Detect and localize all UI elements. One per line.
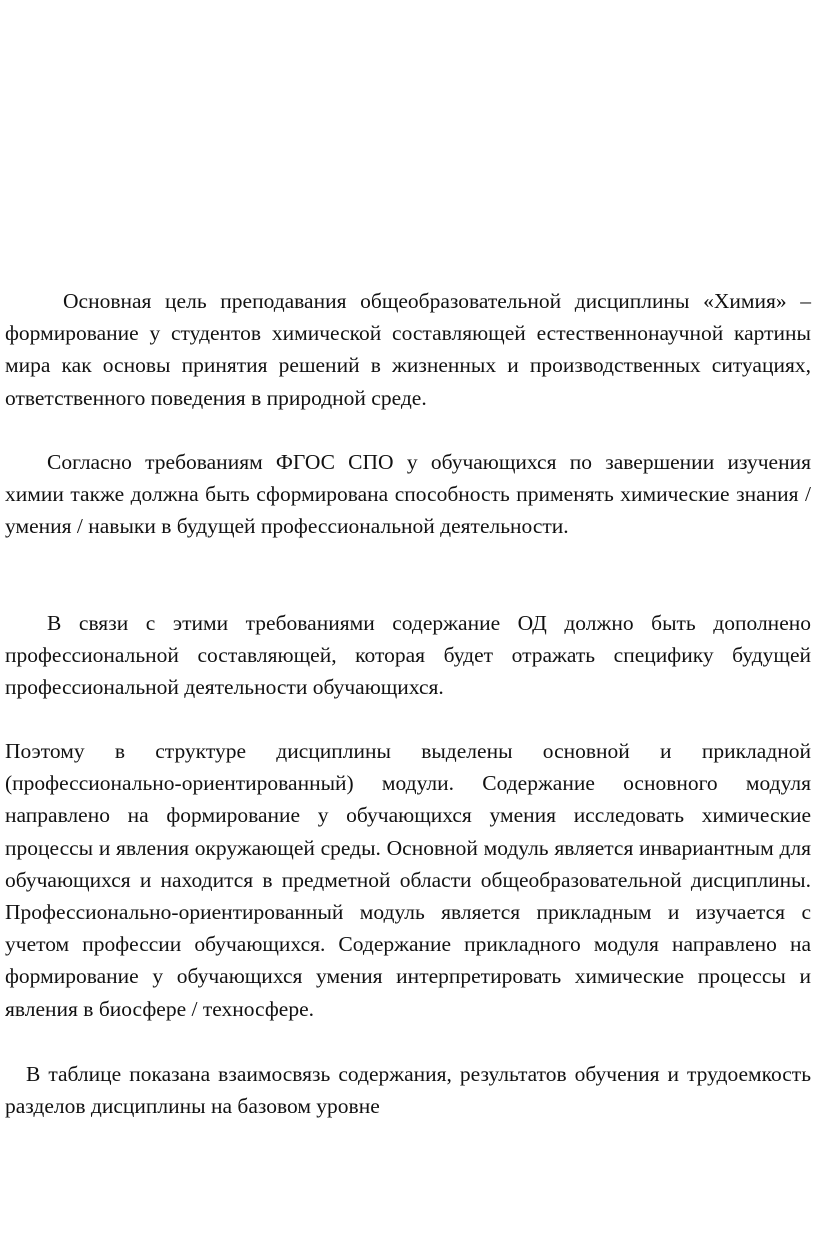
paragraph-fgos-requirements: Согласно требованиям ФГОС СПО у обучающихся по завершении изучения химии также должна быть сформирована способность применять химические знания / умения / навыки в будущей профессиональной деятельности. <box>5 450 811 539</box>
paragraph-table-intro: В таблице показана взаимосвязь содержания, результатов обучения и трудоемкость разделов дисциплины на базовом уровне <box>5 1062 811 1119</box>
paragraph-professional-component: В связи с этими требованиями содержание ОД должно быть дополнено профессиональной составляющей, которая будет отражать специфику будущей профессиональной деятельности обучающихся. <box>5 611 811 700</box>
paragraph-course-goal: Основная цель преподавания общеобразовательной дисциплины «Химия» – формирование у студентов химической составляющей естественнонаучной картины мира как основы принятия решений в жизненных и производственных ситуациях, ответственного поведения в природной среде. <box>5 289 811 410</box>
paragraph-module-structure: Поэтому в структуре дисциплины выделены основной и прикладной (профессионально-ориентированный) модули. Содержание основного модуля направлено на формирование у обучающихся умения исследовать химические процессы и явления окружающей среды. Основной модуль является инвариантным для обучающихся и находится в предметной области общеобразовательной дисциплины. Профессионально-ориентированный модуль является прикладным и изучается с учетом профессии обучающихся. Содержание прикладного модуля направлено на формирование у обучающихся умения интерпретировать химические процессы и явления в биосфере / техносфере. <box>5 739 811 1021</box>
